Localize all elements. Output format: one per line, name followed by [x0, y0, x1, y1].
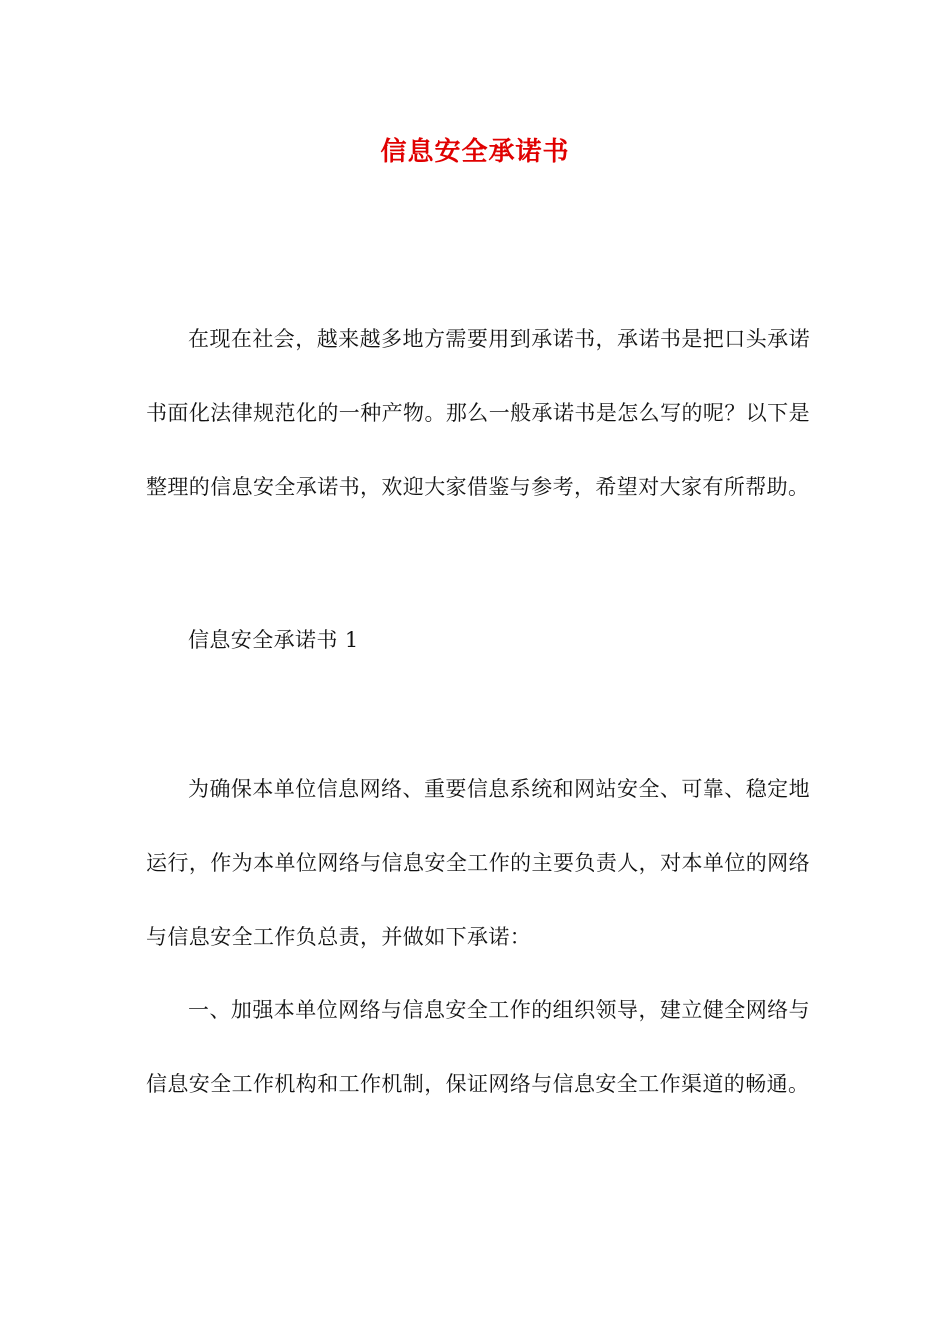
document-title: 信息安全承诺书	[380, 137, 570, 167]
section-heading: 信息安全承诺书 1	[188, 628, 359, 652]
commitment-paragraph: 为确保本单位信息网络、重要信息系统和网站安全、可靠、稳定地运行，作为本单位网络与信息安全工作的主要负责人，对本单位的网络与信息安全工作负总责，并做如下承诺：	[146, 777, 810, 949]
intro-paragraph: 在现在社会，越来越多地方需要用到承诺书，承诺书是把口头承诺书面化法律规范化的一种产物。那么一般承诺书是怎么写的呢？以下是整理的信息安全承诺书，欢迎大家借鉴与参考，希望对大家有所帮助。	[146, 327, 810, 499]
commitment-item-1: 一、加强本单位网络与信息安全工作的组织领导，建立健全网络与信息安全工作机构和工作机制，保证网络与信息安全工作渠道的畅通。	[146, 998, 810, 1096]
